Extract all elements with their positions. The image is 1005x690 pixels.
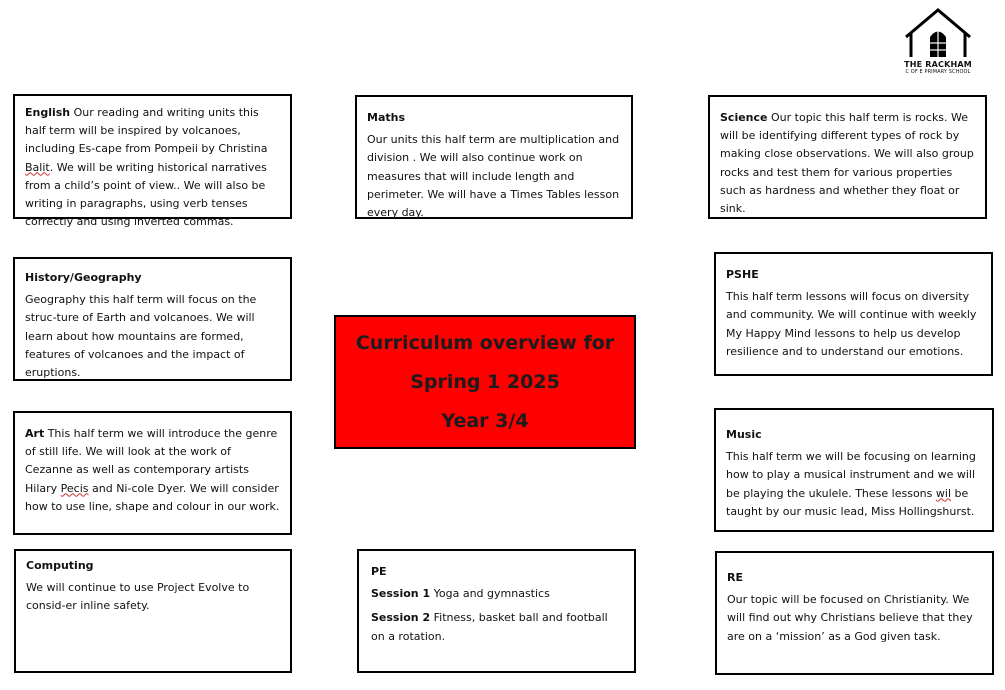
- title-line-2: Spring 1 2025: [410, 370, 560, 393]
- curriculum-title-box: [334, 315, 636, 449]
- science-text: Science Our topic this half term is rocks. We will be identifying different types of rock by making close observations. We will also group rocks and test them for various properties such as hardness and whether they float or sink.: [720, 111, 974, 216]
- maths-text: Our units this half term are multiplication and division . We will also continue work on measures that will include length and perimeter. We will have a Times Tables lesson every day.: [367, 133, 620, 220]
- history-geography-title: History/Geography: [25, 271, 142, 284]
- science-title: Science: [720, 111, 768, 124]
- music-text: This half term we will be focusing on learning how to play a musical instrument and we will be playing the ukulele. These lessons wil be taught by our music lead, Miss Hollingshurst.: [726, 450, 976, 518]
- logo-subtitle: C OF E PRIMARY SCHOOL: [905, 69, 971, 75]
- english-box: [13, 94, 292, 229]
- school-logo: [899, 7, 977, 79]
- art-text: Art This half term we will introduce the genre of still life. We will look at the work of Cezanne as well as contemporary artists Hilary Pecis and Ni-cole Dyer. We will consider how to use line, shape and colour in our work.: [25, 427, 280, 513]
- english-text: English Our reading and writing units this half term will be inspired by volcanoes, including Es-cape from Pompeii by Christina Balit. We will be writing historical narratives from a child’s point of view.. We will also be writing in paragraphs, using verb tenses correctly and using inverted commas.: [25, 106, 268, 229]
- maths-title: Maths: [367, 111, 406, 124]
- art-title: Art: [25, 427, 45, 440]
- music-title: Music: [726, 428, 762, 441]
- pshe-title: PSHE: [726, 268, 759, 281]
- english-title: English: [25, 106, 71, 119]
- art-box: [13, 411, 292, 535]
- computing-text: We will continue to use Project Evolve to consid-er inline safety.: [26, 581, 250, 613]
- pe-box: [357, 549, 636, 673]
- re-text: Our topic will be focused on Christianity. We will find out why Christians believe that they are on a ‘mission’ as a God given task.: [727, 593, 973, 643]
- history-geography-text: Geography this half term will focus on the struc-ture of Earth and volcanoes. We will learn about how mountains are formed, features of volcanoes and the impact of eruptions.: [25, 293, 257, 380]
- history-geography-box: [13, 257, 292, 381]
- logo-name: THE RACKHAM: [904, 60, 972, 69]
- science-box: [708, 95, 987, 219]
- re-box: [715, 551, 994, 675]
- computing-box: [14, 549, 292, 673]
- pshe-box: [714, 252, 993, 376]
- pe-session-1: Session 1 Yoga and gymnastics: [371, 587, 550, 601]
- music-box: [714, 408, 994, 532]
- re-title: RE: [727, 571, 743, 584]
- title-line-1: Curriculum overview for: [355, 331, 615, 354]
- pe-session-2: Session 2 Fitness, basket ball and football on a rotation.: [371, 611, 608, 643]
- church-icon: [902, 7, 974, 59]
- title-line-3: Year 3/4: [441, 409, 529, 432]
- maths-box: [355, 95, 633, 219]
- computing-title: Computing: [26, 559, 94, 572]
- pe-title: PE: [371, 565, 387, 578]
- pshe-text: This half term lessons will focus on diversity and community. We will continue with weekly My Happy Mind lessons to help us develop resilience and to understand our emotions.: [726, 290, 977, 358]
